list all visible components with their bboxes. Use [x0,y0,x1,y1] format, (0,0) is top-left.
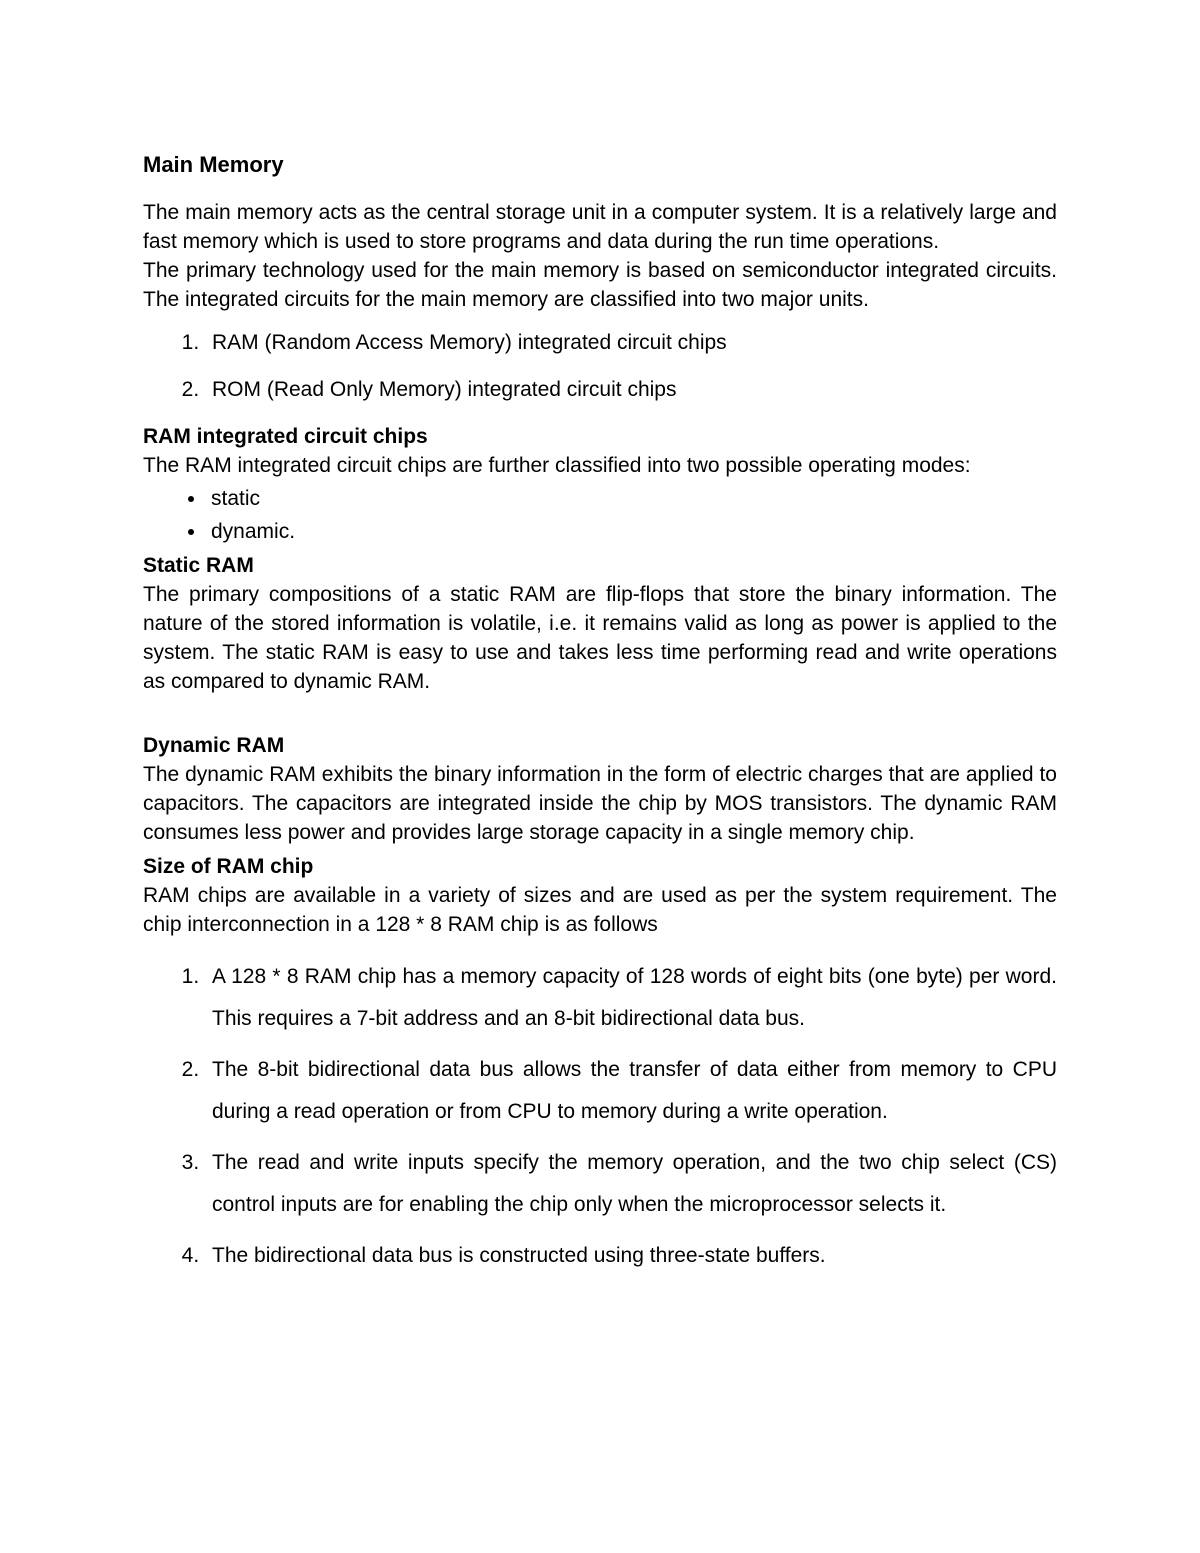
list-item-ram-chip: 1. RAM (Random Access Memory) integrated circuit chips [205,328,1057,357]
static-ram-heading: Static RAM [143,554,254,577]
memory-types-list [143,328,1057,404]
static-ram-paragraph: The primary compositions of a static RAM are flip-flops that store the binary information. The nature of the stored information is volatile, i.e. it remains valid as long as power is applied to the system. The static RAM is easy to use and takes less time performing read and write operations as compared to dynamic RAM. [143,583,1057,693]
list-item-read-write: 3. The read and write inputs specify the memory operation, and the two chip select (CS) control inputs are for enabling the chip only when the microprocessor selects it. [205,1142,1057,1226]
list-item-rom-chip: 2. ROM (Read Only Memory) integrated circuit chips [205,375,1057,404]
document-title: Main Memory [143,152,284,177]
ram-section-heading: RAM integrated circuit chips [143,425,428,448]
list-item-three-state: 4. The bidirectional data bus is constructed using three-state buffers. [205,1235,1057,1277]
intro-paragraph-2: The primary technology used for the main memory is based on semiconductor integrated circuits. The integrated circuits for the main memory are classified into two major units. [143,259,1057,311]
list-item-static: • static [207,484,1057,513]
dynamic-ram-heading: Dynamic RAM [143,734,285,757]
list-item-capacity: 1. A 128 * 8 RAM chip has a memory capacity of 128 words of eight bits (one byte) per word. This requires a 7-bit address and an 8-bit bidirectional data bus. [205,956,1057,1040]
list-item-dynamic: • dynamic. [207,517,1057,546]
list-item-data-bus: 2. The 8-bit bidirectional data bus allows the transfer of data either from memory to CPU during a read operation or from CPU to memory during a write operation. [205,1049,1057,1133]
blank-line-spacer [143,696,1057,726]
intro-paragraph-1: The main memory acts as the central storage unit in a computer system. It is a relatively large and fast memory which is used to store programs and data during the run time operations. [143,201,1057,253]
size-of-ram-heading: Size of RAM chip [143,855,314,878]
ram-chip-points-list [143,956,1057,1277]
ram-section-intro: The RAM integrated circuit chips are further classified into two possible operating modes: [143,454,971,477]
size-of-ram-intro: RAM chips are available in a variety of sizes and are used as per the system requirement. The chip interconnection in a 128 * 8 RAM chip is as follows [143,884,1057,936]
dynamic-ram-paragraph: The dynamic RAM exhibits the binary information in the form of electric charges that are applied to capacitors. The capacitors are integrated inside the chip by MOS transistors. The dynamic RAM consumes less power and provides large storage capacity in a single memory chip. [143,763,1057,844]
operating-modes-list [143,484,1057,546]
